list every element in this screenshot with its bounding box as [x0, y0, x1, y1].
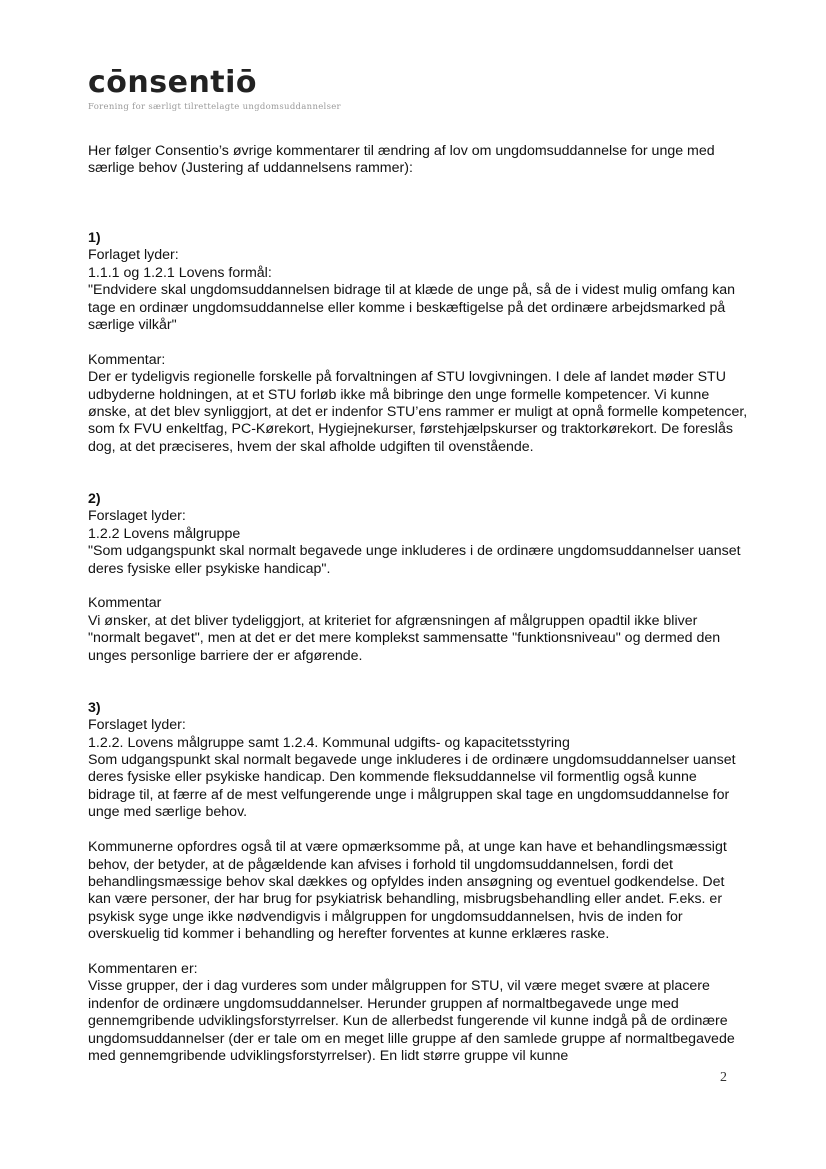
section-2: [88, 491, 748, 665]
section-reference: 1.2.2. Lovens målgruppe samt 1.2.4. Kommunal udgifts- og kapacitetsstyring: [88, 734, 570, 751]
logo-name: cōnsentiō: [88, 65, 258, 100]
section-number: 3): [88, 699, 101, 716]
section-intro-label: Forslaget lyder:: [88, 717, 186, 734]
section-reference: 1.2.2 Lovens målgruppe: [88, 525, 241, 542]
comment-text: Vi ønsker, at det bliver tydeliggjort, at kriteriet for afgrænsningen af målgruppen opadtil ikke bliver "normalt begavet", men at det er det mere komplekst sammensatte "funktionsniveau" og dermed den unges personlige barriere der er afgørende.: [88, 612, 721, 664]
comment-label: Kommentar:: [88, 351, 166, 368]
section-body: Som udgangspunkt skal normalt begavede unge inkluderes i de ordinære ungdomsuddannelser uanset deres fysiske eller psykiske handicap. Den kommende fleksuddannelse vil formentlig også kunne bidrage til, at færre af de mest velfungerende unge i målgruppen skal tage en ungdomsuddannelse for unge med særlige behov.: [88, 752, 736, 821]
section-intro-label: Forslaget lyder:: [88, 508, 186, 525]
comment-label: Kommentaren er:: [88, 960, 198, 977]
page-number: 2: [720, 1070, 727, 1085]
section-body-2: Kommunerne opfordres også til at være opmærksomme på, at unge kan have et behandlingsmæssigt behov, der betyder, at de pågældende kan afvises i forhold til ungdomsuddannelsen, fordi det behandlingsmæssige behov skal dækkes og opfyldes inden ansøgning og eventuel godkendelse. Det kan være personer, der har brug for psykiatrisk behandling, misbrugsbehandling eller andet. F.eks. er psykisk syge unge ikke nødvendigvis i målgruppen for ungdomsuddannelsen, hvis de inden for overskuelig tid kommer i behandling og herefter forventes at kunne erklæres raske.: [88, 839, 727, 943]
section-number: 2): [88, 491, 101, 508]
comment-text: Der er tydeligvis regionelle forskelle på forvaltningen af STU lovgivningen. I dele af landet møder STU udbyderne holdningen, at et STU forløb ikke må bibringe den unge formelle kompetencer. Vi kunne ønske, at det blev synliggjort, at det er indenfor STU’ens rammer er muligt at opnå formelle kompetencer, som fx FVU enkeltfag, PC-Kørekort, Hygiejnekurser, førstehjælpskurser og traktorkørekort. De foreslås dog, at det præciseres, hvem der skal afholde udgiften til ovenstående.: [88, 369, 748, 455]
document-body: [88, 143, 748, 1065]
consentio-logo: [88, 66, 341, 112]
comment-text: Visse grupper, der i dag vurderes som under målgruppen for STU, vil være meget svære at placere indenfor de ordinære ungdomsuddannelser. Herunder gruppen af normaltbegavede unge med gennemgribende udviklingsforstyrrelser. Kun de allerbedst fungerende vil kunne indgå på de ordinære ungdomsuddannelser (der er tale om en meget lille gruppe af den samlede gruppe af normaltbegavede med gennemgribende udviklingsforstyrrelser). En lidt større gruppe vil kunne: [88, 978, 735, 1064]
section-reference: 1.1.1 og 1.2.1 Lovens formål:: [88, 264, 272, 281]
comment-label: Kommentar: [88, 595, 162, 612]
section-3: [88, 700, 748, 1066]
section-quote: "Endvidere skal ungdomsuddannelsen bidrage til at klæde de unge på, så de i videst mulig omfang kan tage en ordinær ungdomsuddannelse eller komme i beskæftigelse på det ordinære arbejdsmarked på særlige vilkår": [88, 282, 736, 334]
section-1: [88, 230, 748, 456]
section-quote: "Som udgangspunkt skal normalt begavede unge inkluderes i de ordinære ungdomsuddannelser uanset deres fysiske eller psykiske handicap".: [88, 543, 741, 577]
section-number: 1): [88, 229, 101, 246]
intro-paragraph: Her følger Consentio’s øvrige kommentarer til ændring af lov om ungdomsuddannelse for unge med særlige behov (Justering af uddannelsens rammer):: [88, 143, 715, 177]
section-intro-label: Forlaget lyder:: [88, 247, 179, 264]
logo-tagline: Forening for særligt tilrettelagte ungdomsuddannelser: [88, 102, 341, 112]
